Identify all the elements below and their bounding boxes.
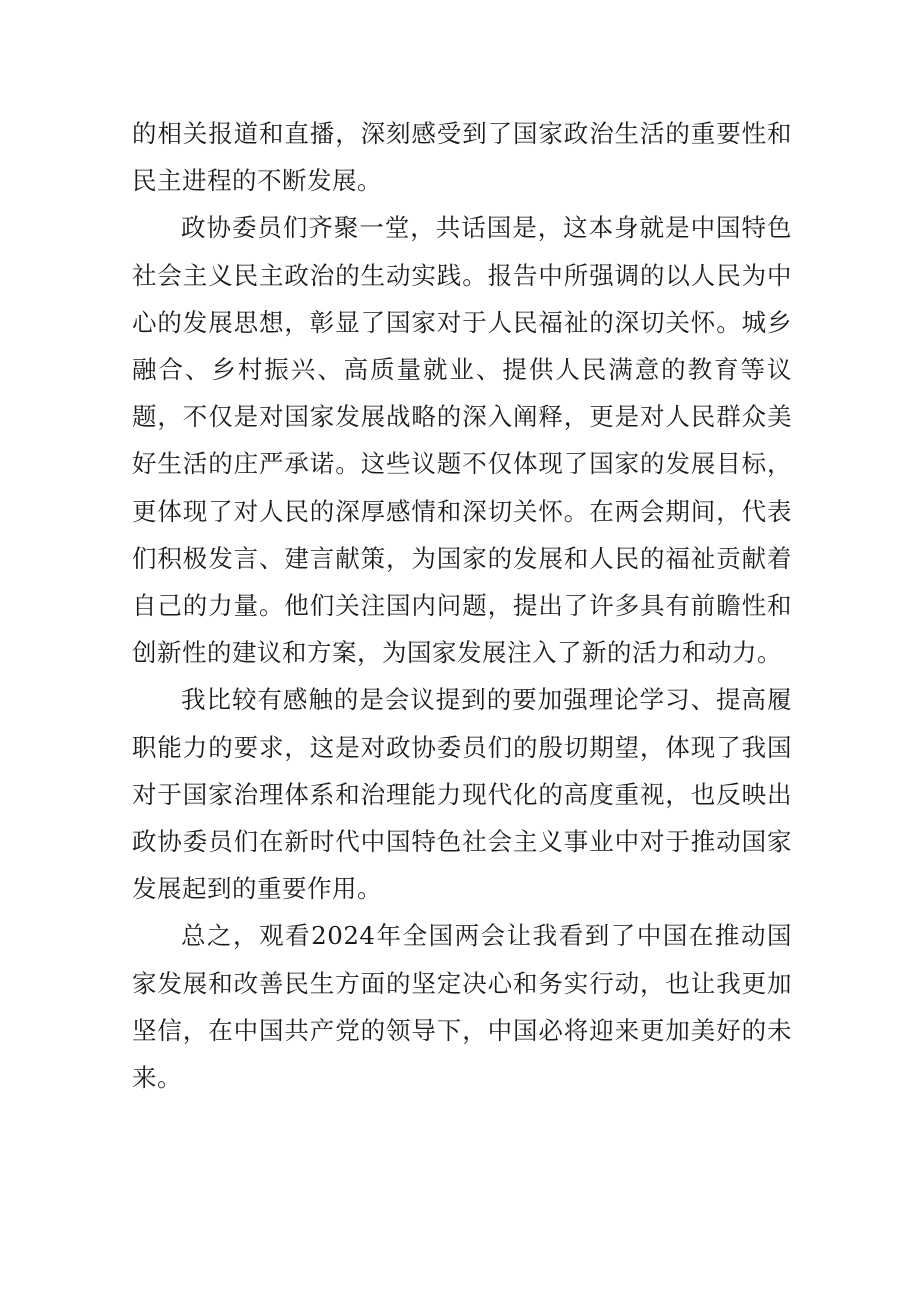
paragraph-impressions: 我比较有感触的是会议提到的要加强理论学习、提高履职能力的要求，这是对政协委员们的殷切期望，体现了我国对于国家治理体系和治理能力现代化的高度重视，也反映出政协委员们在新时代中国特色社会主义事业中对于推动国家发展起到的重要作用。 <box>132 685 792 904</box>
paragraph-continuation: 的相关报道和直播，深刻感受到了国家政治生活的重要性和民主进程的不断发展。 <box>132 119 792 196</box>
paragraph-cppcc-members: 政协委员们齐聚一堂，共话国是，这本身就是中国特色社会主义民主政治的生动实践。报告中所强调的以人民为中心的发展思想，彰显了国家对于人民福祉的深切关怀。城乡融合、乡村振兴、高质量就业、提供人民满意的教育等议题，不仅是对国家发展战略的深入阐释，更是对人民群众美好生活的庄严承诺。这些议题不仅体现了国家的发展目标，更体现了对人民的深厚感情和深切关怀。在两会期间，代表们积极发言、建言献策，为国家的发展和人民的福祉贡献着自己的力量。他们关注国内问题，提出了许多具有前瞻性和创新性的建议和方案，为国家发展注入了新的活力和动力。 <box>132 213 792 668</box>
paragraph-conclusion: 总之，观看2024年全国两会让我看到了中国在推动国家发展和改善民生方面的坚定决心和务实行动，也让我更加坚信，在中国共产党的领导下，中国必将迎来更加美好的未来。 <box>132 921 792 1093</box>
document-body <box>132 110 792 1101</box>
